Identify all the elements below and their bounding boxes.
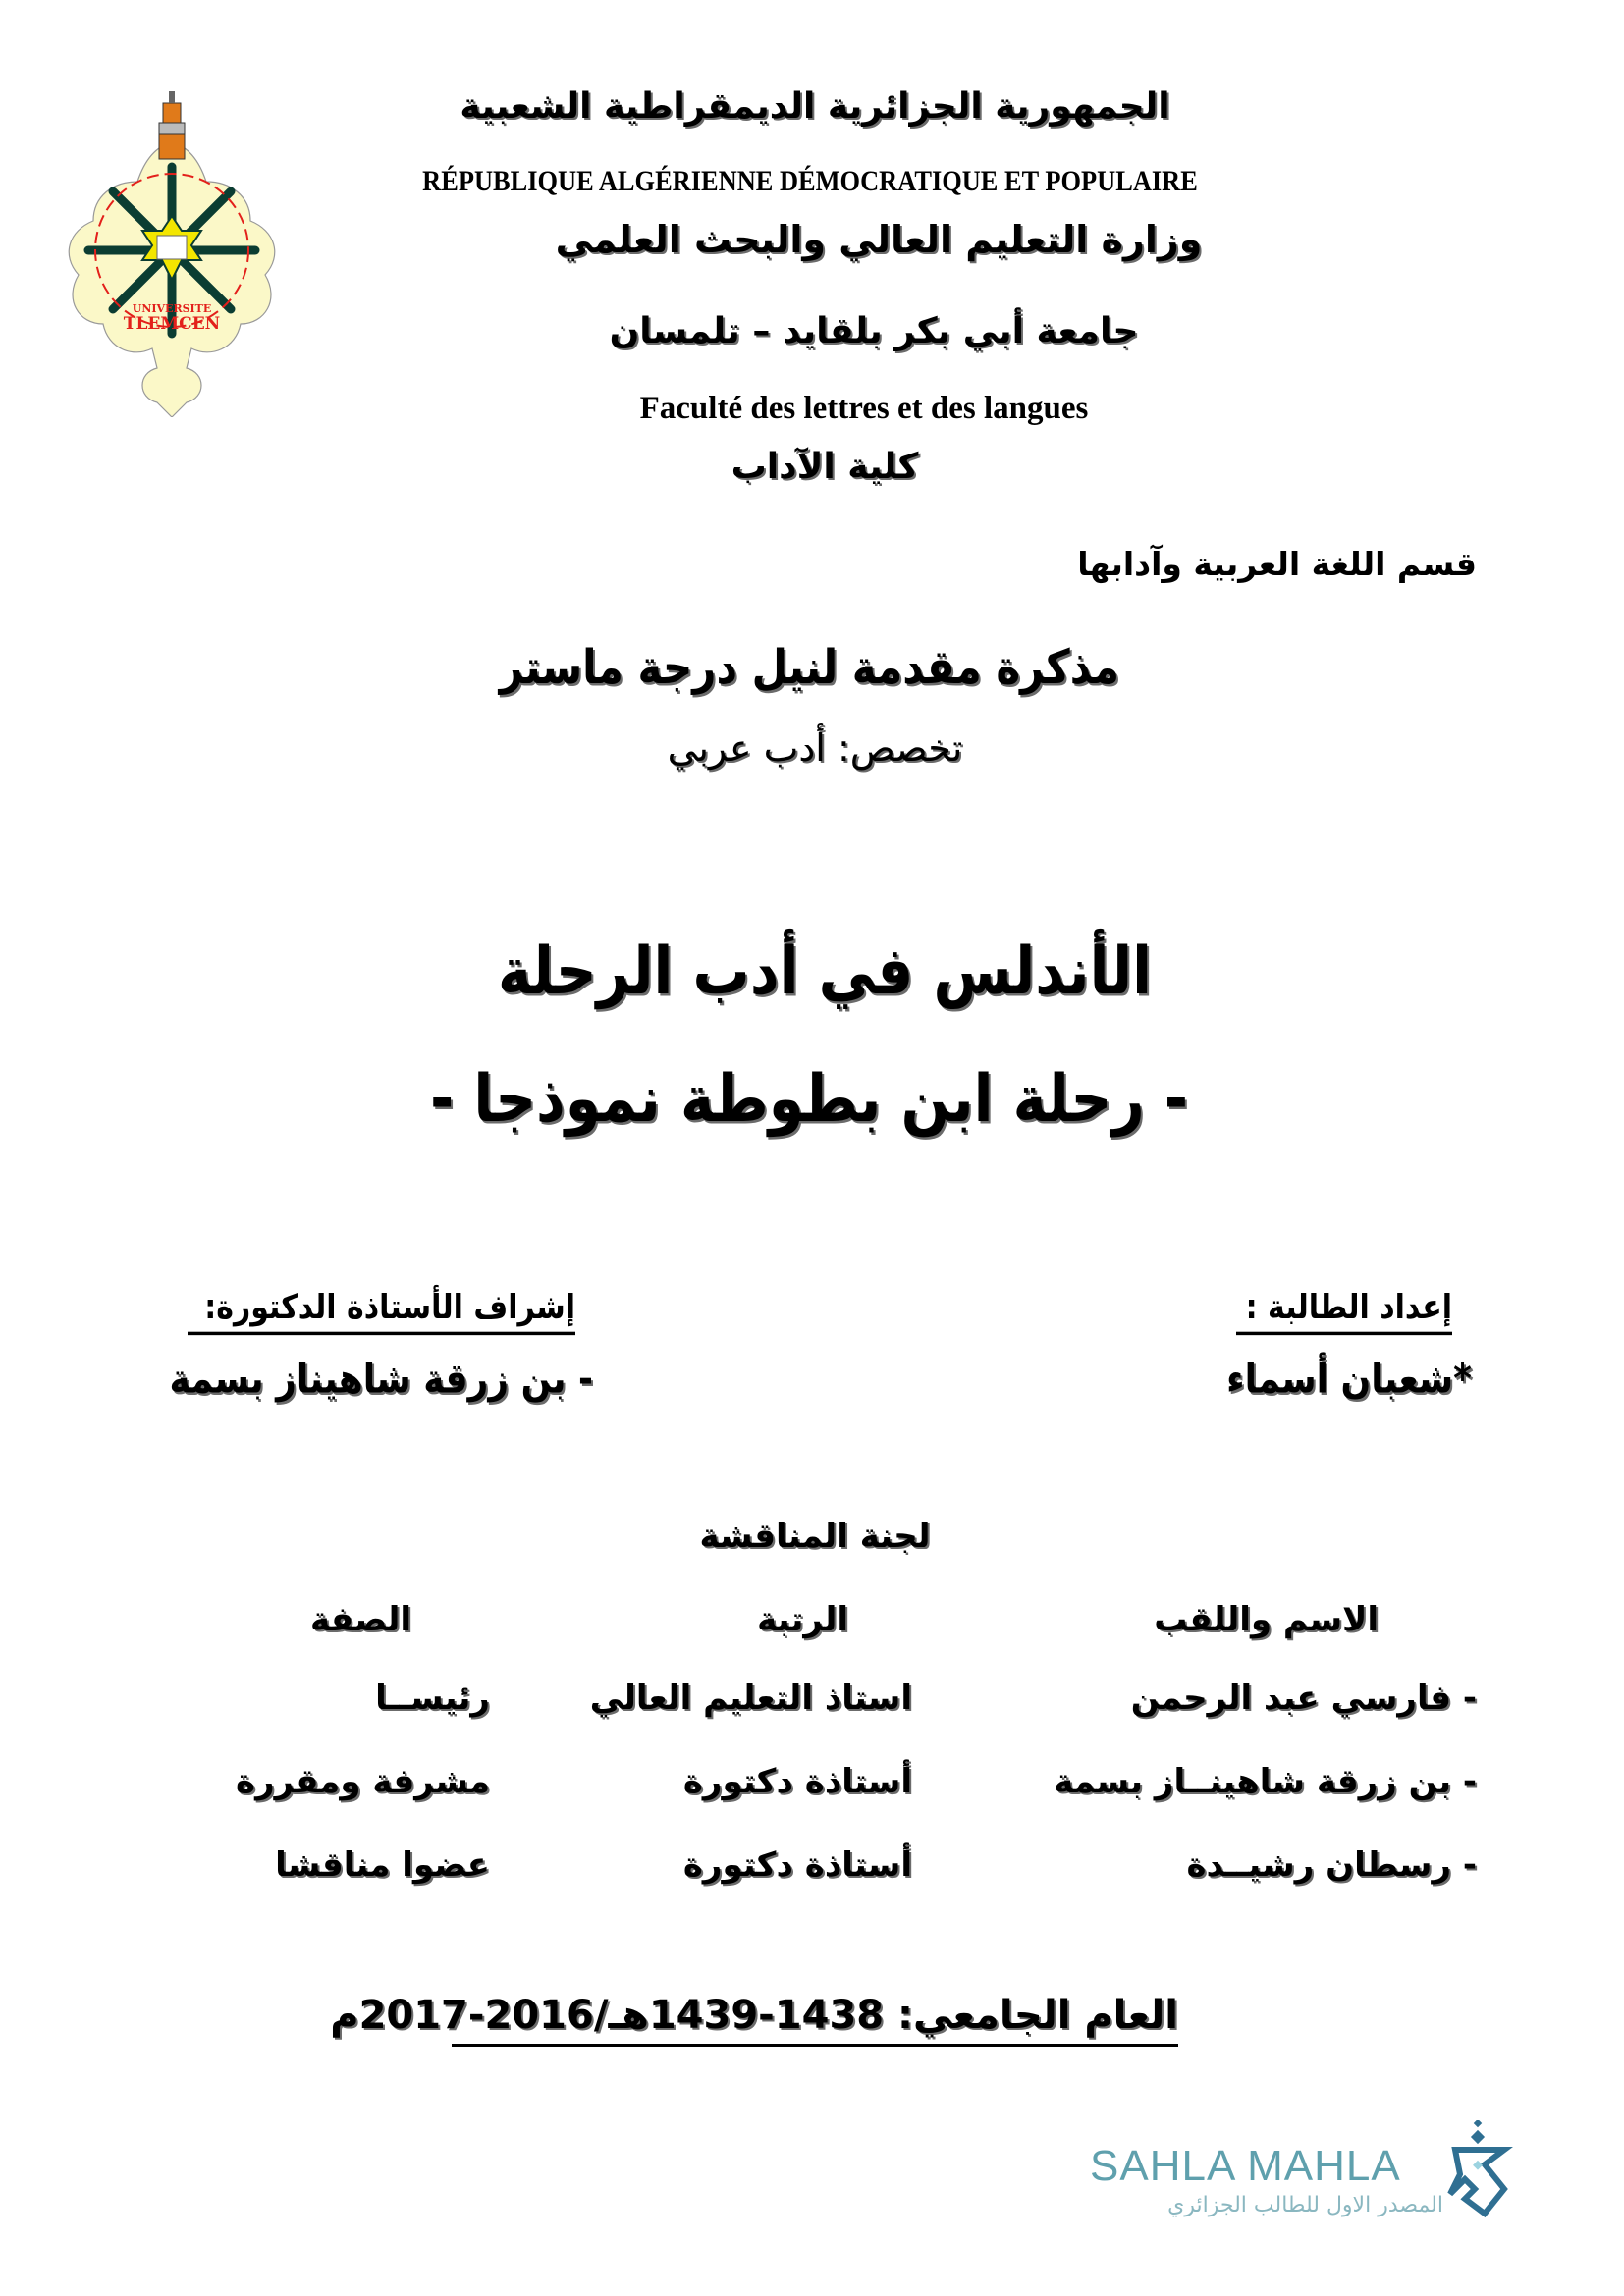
supervisor-label: إشراف الأستاذة الدكتورة: <box>188 1288 575 1335</box>
republic-french: RÉPUBLIQUE ALGÉRIENNE DÉMOCRATIQUE ET POPULAIRE <box>422 165 1198 197</box>
member-name: - فارسي عبد الرحمن <box>1130 1679 1477 1718</box>
specialty: تخصص: أدب عربي <box>667 726 963 770</box>
member-name: - رسطان رشيــدة <box>1186 1845 1477 1885</box>
sahla-mahla-watermark <box>1090 2120 1561 2238</box>
header-role: الصفة <box>309 1600 411 1639</box>
student-label: إعداد الطالبة : <box>1236 1288 1452 1335</box>
member-role: رئيســا <box>375 1679 490 1718</box>
degree-statement: مذكرة مقدمة لنيل درجة ماستر <box>499 639 1119 695</box>
ministry-arabic: وزارة التعليم العالي والبحث العلمي <box>555 218 1203 261</box>
svg-text:UNIVERSITE: UNIVERSITE <box>132 302 212 315</box>
faculty-french: Faculté des lettres et des langues <box>639 391 1089 426</box>
member-role: عضوا مناقشا <box>275 1845 490 1885</box>
university-logo <box>59 74 285 417</box>
university-emblem-icon <box>59 74 285 417</box>
header-rank: الرتبة <box>757 1600 848 1639</box>
member-rank: أستاذة دكتورة <box>682 1845 912 1885</box>
thesis-title-line1: الأندلس في أدب الرحلة <box>497 932 1153 1010</box>
department-name: قسم اللغة العربية وآدابها <box>1077 545 1477 583</box>
supervisor-name: - بن زرقة شاهيناز بسمة <box>169 1356 593 1404</box>
member-rank: استاذ التعليم العالي <box>589 1679 912 1718</box>
watermark-brand: SAHLA MAHLA <box>1090 2142 1401 2190</box>
header-name: الاسم واللقب <box>1154 1600 1379 1639</box>
svg-text:TLEMCEN: TLEMCEN <box>123 314 221 334</box>
member-name: - بن زرقة شاهينــاز بسمة <box>1054 1762 1477 1801</box>
committee-title: لجنة المناقشة <box>699 1517 931 1556</box>
student-name: *شعبان أسماء <box>1226 1356 1472 1404</box>
member-rank: أستاذة دكتورة <box>682 1762 912 1801</box>
sahla-mahla-logo-icon <box>1445 2120 1514 2218</box>
thesis-title-line2: - رحلة ابن بطوطة نموذجا - <box>430 1059 1188 1138</box>
watermark-tagline: المصدر الاول للطالب الجزائري <box>1167 2193 1443 2217</box>
academic-year: العام الجامعي: 1438-1439هـ/2016-2017م <box>452 1993 1178 2047</box>
faculty-arabic: كلية الآداب <box>731 447 919 487</box>
republic-arabic: الجمهورية الجزائرية الديمقراطية الشعبية <box>460 86 1170 127</box>
university-name: جامعة أبي بكر بلقايد – تلمسان <box>609 311 1139 351</box>
member-role: مشرفة ومقررة <box>236 1762 490 1801</box>
